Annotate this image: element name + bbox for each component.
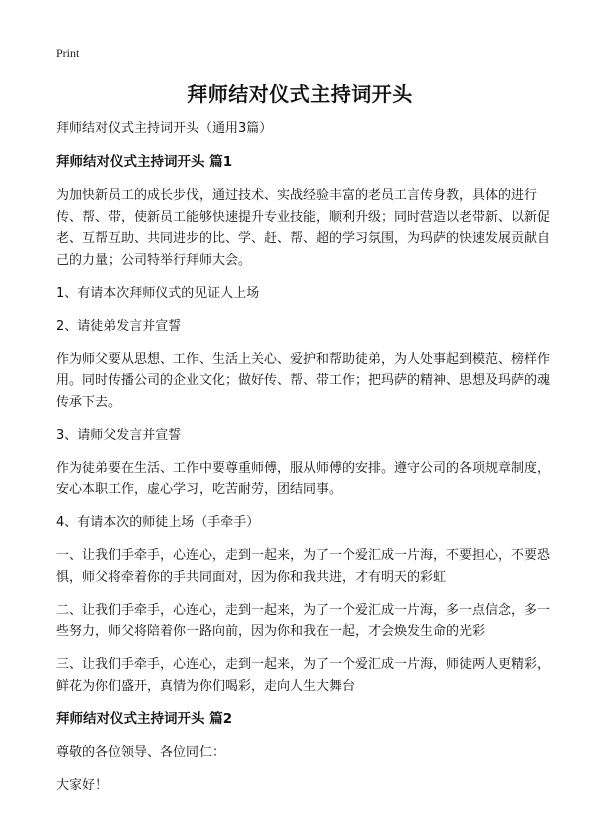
paragraph-pledge-3: 三、让我们手牵手，心连心，走到一起来，为了一个爱汇成一片海，师徒两人更精彩，鲜花为你们盛开，真情为你们喝彩，走向人生大舞台	[56, 657, 551, 694]
paragraph-greeting: 尊敬的各位领导、各位同仁：	[56, 744, 226, 760]
list-item-1: 1、有请本次拜师仪式的见证人上场	[56, 285, 260, 301]
document-body	[56, 118, 552, 808]
section-heading-2: 拜师结对仪式主持词开头 篇2	[56, 710, 233, 727]
paragraph-pledge-1: 一、让我们手牵手，心连心，走到一起来，为了一个爱汇成一片海，不要担心，不要恐惧，师父将牵着你的手共同面对，因为你和我共进，才有明天的彩虹	[56, 548, 551, 585]
section-heading-1: 拜师结对仪式主持词开头 篇1	[56, 154, 233, 170]
list-item-4: 4、有请本次的师徒上场（手牵手）	[56, 515, 260, 530]
paragraph-intro: 为加快新员工的成长步伐，通过技术、实战经验丰富的老员工言传身教，具体的进行传、帮、带，使新员工能够快速提升专业技能，顺利升级；同时营造以老带新、以新促老、互帮互助、共同进步的比、学、赶、帮、超的学习氛围，为玛萨的快速发展贡献自己的力量；公司特举行拜师大会。	[56, 188, 551, 268]
list-item-3: 3、请师父发言并宣誓	[56, 427, 182, 443]
document-title: 拜师结对仪式主持词开头	[187, 82, 413, 106]
paragraph-pledge-2: 二、让我们手牵手，心连心，走到一起来，为了一个爱汇成一片海，多一点信念，多一些努力，师父将陪着你一路向前，因为你和我在一起，才会焕发生命的光彩	[56, 602, 551, 639]
document-subtitle: 拜师结对仪式主持词开头（通用3篇）	[56, 121, 273, 136]
paragraph-apprentice-duty: 作为徒弟要在生活、工作中要尊重师傅，服从师傅的安排。遵守公司的各项规章制度，安心本职工作，虚心学习，吃苦耐劳，团结同事。	[56, 460, 551, 497]
paragraph-hello: 大家好！	[56, 777, 109, 793]
list-item-2: 2、请徒弟发言并宣誓	[56, 318, 182, 334]
print-link[interactable]: Print	[56, 46, 80, 60]
paragraph-master-duty: 作为师父要从思想、工作、生活上关心、爱护和帮助徒弟，为人处事起到模范、榜样作用。同时传播公司的企业文化；做好传、帮、带工作；把玛萨的精神、思想及玛萨的魂传承下去。	[56, 351, 551, 410]
